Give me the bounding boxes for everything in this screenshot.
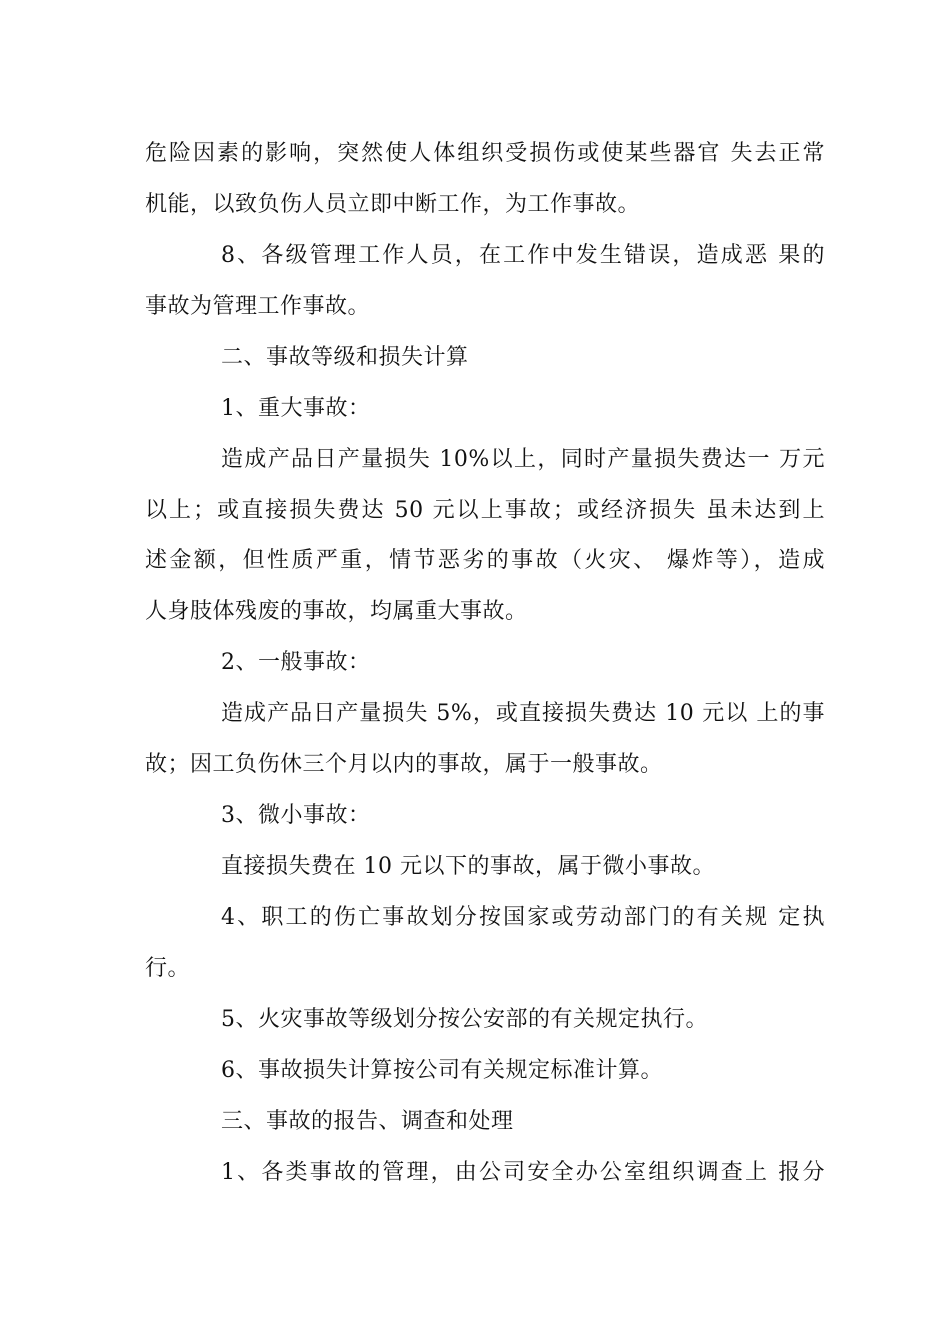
text-line: 危险因素的影响，突然使人体组织受损伤或使某些器官 失去正常 xyxy=(145,141,825,166)
text-line: 直接损失费在 10 元以下的事故，属于微小事故。 xyxy=(221,854,715,879)
text-line: 6、事故损失计算按公司有关规定标准计算。 xyxy=(221,1058,663,1083)
text-line: 故；因工负伤休三个月以内的事故，属于一般事故。 xyxy=(145,752,663,777)
text-line: 造成产品日产量损失 5%，或直接损失费达 10 元以 上的事 xyxy=(221,701,825,726)
text-line: 人身肢体残废的事故，均属重大事故。 xyxy=(145,599,528,624)
subsection-heading: 3、微小事故： xyxy=(221,803,371,828)
subsection-heading: 1、重大事故： xyxy=(221,396,371,421)
text-line: 4、职工的伤亡事故划分按国家或劳动部门的有关规 定执 xyxy=(221,905,825,930)
text-line: 造成产品日产量损失 10%以上，同时产量损失费达一 万元 xyxy=(221,447,825,472)
text-line: 以上；或直接损失费达 50 元以上事故；或经济损失 虽未达到上 xyxy=(145,498,825,523)
text-line: 行。 xyxy=(145,956,191,981)
text-line: 5、火灾事故等级划分按公安部的有关规定执行。 xyxy=(221,1007,708,1032)
text-line: 机能，以致负伤人员立即中断工作，为工作事故。 xyxy=(145,192,641,217)
subsection-heading: 2、一般事故： xyxy=(221,650,371,675)
text-line: 1、各类事故的管理，由公司安全办公室组织调查上 报分 xyxy=(221,1160,825,1185)
text-line: 述金额，但性质严重，情节恶劣的事故（火灾、 爆炸等），造成 xyxy=(145,548,825,573)
section-heading: 二、事故等级和损失计算 xyxy=(221,345,469,370)
text-line: 事故为管理工作事故。 xyxy=(145,294,371,319)
text-line: 8、各级管理工作人员，在工作中发生错误，造成恶 果的 xyxy=(221,243,825,268)
section-heading: 三、事故的报告、调查和处理 xyxy=(221,1109,514,1134)
